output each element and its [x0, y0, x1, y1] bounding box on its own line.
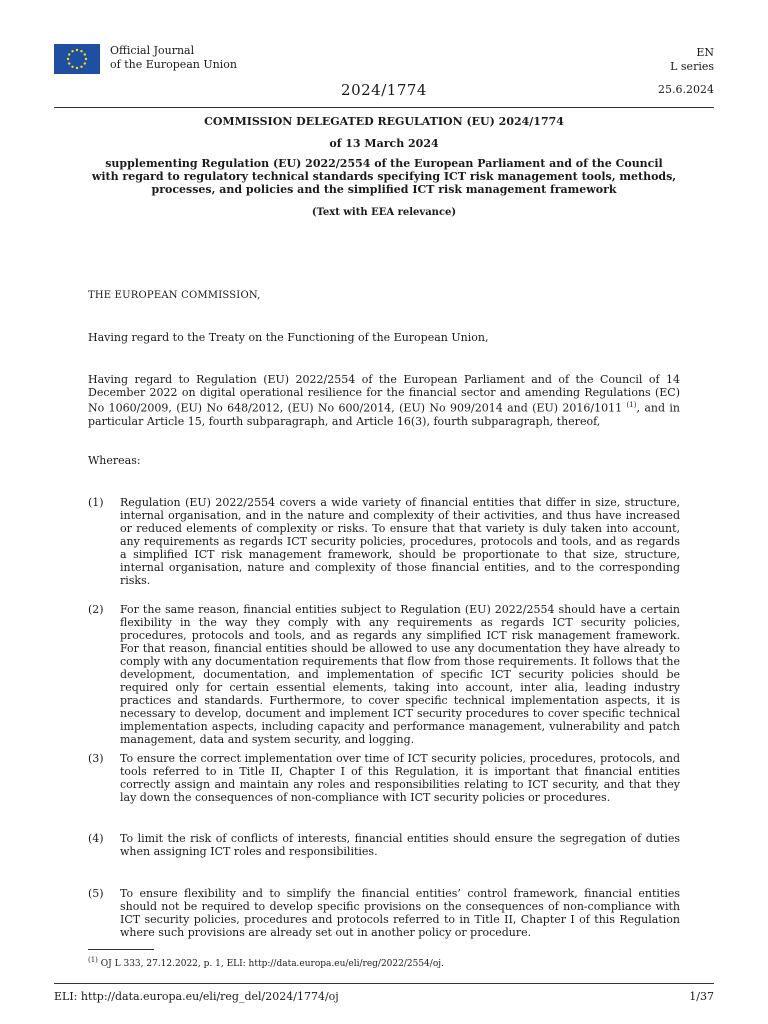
regulation-citation	[88, 373, 680, 428]
recital-number: (3)	[88, 752, 104, 765]
recital-text: Regulation (EU) 2022/2554 covers a wide variety of financial entities that differ in size, structure, internal organisation, and in the nature and complexity of their activities, and thus have increased or reduced elements of complexity or risks. To ensure that that variety is duly taken into account, any requirements as regards ICT security policies, procedures, protocols and tools, and as regards a simplified ICT risk management framework, should be proportionate to that size, structure, internal organisation, nature and complexity of those financial entities, and to the corresponding risks.	[120, 496, 680, 587]
recital-text: For the same reason, financial entities subject to Regulation (EU) 2022/2554 should have a certain flexibility in the way they comply with any requirements as regards ICT security policies, procedures, protocols and tools, and as regards any simplified ICT risk management framework. For that reason, financial entities should be allowed to use any documentation they have already to comply with any documentation requirements that flow from those requirements. It follows that the development, documentation, and implementation of specific ICT security policies should be required only for certain essential elements, taking into account, inter alia, leading industry practices and standards. Furthermore, to cover specific technical implementation aspects, it is necessary to develop, document and implement ICT security procedures to cover specific technical implementation aspects, including capacity and performance management, vulnerability and patch management, data and system security, and logging.	[120, 603, 680, 746]
title-line-3: supplementing Regulation (EU) 2022/2554 of the European Parliament and of the Council with regard to regulatory technical standards specifying ICT risk management tools, methods, processes, and policies and the simplified ICT risk management framework	[91, 157, 677, 196]
footnote-mark: (1)	[88, 956, 98, 964]
treaty-citation: Having regard to the Treaty on the Functioning of the European Union,	[88, 331, 489, 344]
footnote-ref[interactable]: (1)	[626, 401, 637, 409]
journal-line-1: Official Journal	[110, 44, 195, 57]
eu-stars-icon	[54, 44, 100, 74]
recital-number: (5)	[88, 887, 104, 900]
page-footer	[54, 983, 714, 1003]
footnote-text[interactable]: OJ L 333, 27.12.2022, p. 1, ELI: http://data.europa.eu/eli/reg/2022/2554/oj.	[100, 959, 444, 969]
series-label: L series	[670, 60, 714, 73]
footnote	[88, 955, 444, 970]
recital-number: (4)	[88, 832, 104, 845]
title-line-1: COMMISSION DELEGATED REGULATION (EU) 2024/1774	[204, 115, 564, 128]
eea-relevance: (Text with EEA relevance)	[311, 207, 457, 218]
citation-text-pre: Having regard to Regulation (EU) 2022/2554 of the European Parliament and of the Council of 14 December 2022 on digital operational resilience for the financial sector and amending Regulations (EC) No 1060/2009, (EU) No 648/2012, (EU) No 600/2014, (EU) No 909/2014 and (EU) 2016/1011	[88, 373, 680, 415]
journal-title	[110, 44, 237, 72]
whereas-label: Whereas:	[88, 454, 141, 467]
recital-number: (1)	[88, 496, 104, 509]
recital-3	[88, 752, 680, 804]
regulation-title	[90, 115, 678, 219]
eli-link[interactable]: ELI: http://data.europa.eu/eli/reg_del/2024/1774/oj	[54, 990, 339, 1003]
recital-text: To ensure flexibility and to simplify the financial entities’ control framework, financial entities should not be required to develop specific provisions on the consequences of non-compliance with ICT security policies, procedures and protocols referred to in Title II, Chapter I of this Regulation where such provisions are already set out in another policy or procedure.	[120, 887, 680, 939]
page-number: 1/37	[689, 990, 714, 1003]
recital-2	[88, 603, 680, 746]
commission-heading: THE EUROPEAN COMMISSION,	[88, 290, 261, 301]
document-number-bar	[54, 79, 714, 108]
recital-4	[88, 832, 680, 858]
recital-text: To ensure the correct implementation over time of ICT security policies, procedures, protocols, and tools referred to in Title II, Chapter I of this Regulation, it is important that financial entities correctly assign and maintain any roles and responsibilities relating to ICT security, and that they lay down the consequences of non-compliance with ICT security policies or procedures.	[120, 752, 680, 804]
journal-line-2: of the European Union	[110, 58, 237, 71]
title-line-2: of 13 March 2024	[329, 137, 439, 150]
citation-text-post: , and in particular Article 15, fourth subparagraph, and Article 16(3), fourth subparagraph, thereof,	[88, 401, 680, 428]
recital-5	[88, 887, 680, 939]
eu-flag-logo	[54, 44, 100, 74]
language-code: EN	[696, 46, 714, 59]
publication-date: 25.6.2024	[658, 83, 714, 96]
document-number: 2024/1774	[341, 81, 427, 99]
recital-text: To limit the risk of conflicts of interests, financial entities should ensure the segregation of duties when assigning ICT roles and responsibilities.	[120, 832, 680, 858]
recital-number: (2)	[88, 603, 104, 616]
footnote-divider	[88, 949, 154, 950]
recital-1	[88, 496, 680, 587]
language-series	[670, 46, 714, 74]
